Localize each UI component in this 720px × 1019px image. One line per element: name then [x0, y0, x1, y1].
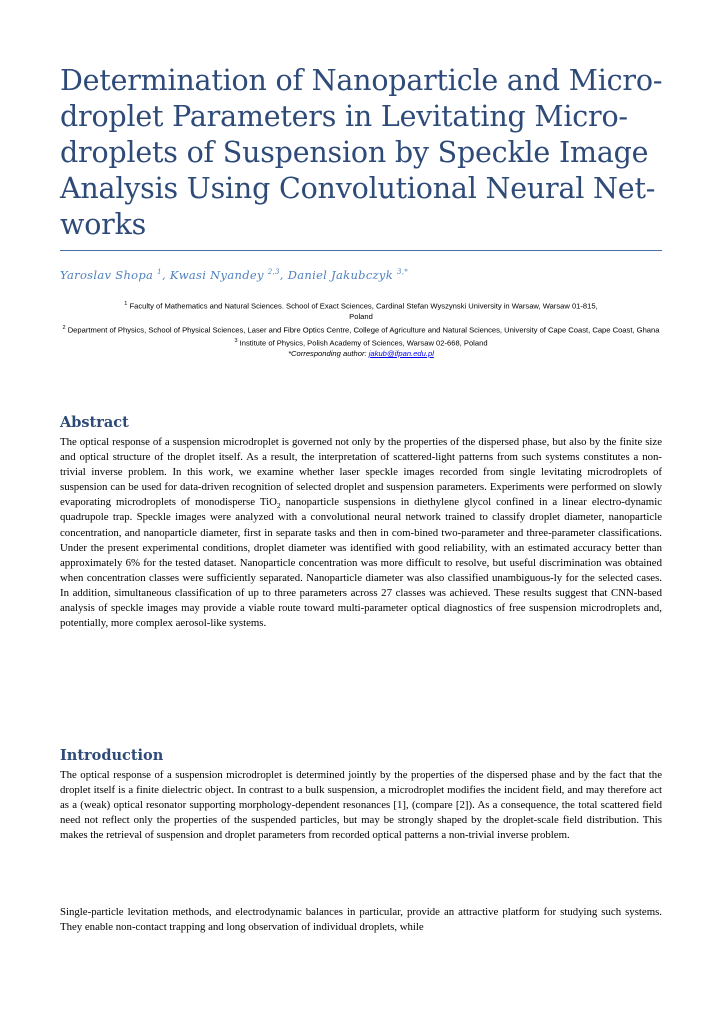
abstract-body: [60, 435, 662, 631]
title-divider: [60, 250, 662, 251]
affiliation-list: [60, 299, 662, 360]
author-name: Kwasi Nyandey: [169, 268, 264, 282]
corresponding-label: *Corresponding author:: [288, 348, 367, 358]
corresponding-email-link[interactable]: jakub@ifpan.edu.pl: [368, 348, 434, 358]
author-list: Yaroslav Shopa $^1$, Kwasi Nyandey $^{2,3}$, Daniel Jakubczyk $^{3,*}$: [60, 268, 409, 282]
abstract-text: The optical response of a suspension microdroplet is governed not only by the properties of the dispersed phase, but also by the finite size and optical structure of the droplet itself. As a result, the interpretation of scattered-light patterns from such systems constitutes a non-trivial inverse problem. In this work, we examine whether laser speckle images recorded from single levitating microdroplets of suspension can be used for data-driven recognition of selected droplet and suspension parameters. Experiments were performed on slowly evaporating microdroplets of monodisperse TiO: [60, 436, 662, 509]
paper-title: Determination of Nanoparticle and Micro-droplet Parameters in Levitating Micro-droplets of Suspension by Speckle Image Analysis Using Convolutional Neural Net-works: [60, 64, 663, 241]
introduction-heading: Introduction: [60, 747, 164, 764]
abstract-heading: Abstract: [60, 414, 129, 431]
affiliation-text: Institute of Physics, Polish Academy of Sciences, Warsaw 02-668, Poland: [239, 338, 488, 348]
affiliation-text: Faculty of Mathematics and Natural Sciences. School of Exact Sciences, Cardinal Stefan Wyszynski University in Warsaw, Warsaw 01-815, Poland: [129, 301, 598, 322]
abstract-subscript: 2: [276, 501, 281, 511]
affiliation-item: [60, 299, 662, 323]
corresponding-author: [60, 349, 662, 360]
introduction-paragraph: Single-particle levitation methods, and electrodynamic balances in particular, provide an attractive platform for studying such systems. They enable non-contact trapping and long observation of individual droplets, while: [60, 906, 662, 934]
author-name: Daniel Jakubczyk: [287, 268, 393, 282]
introduction-paragraph: The optical response of a suspension microdroplet is determined jointly by the properties of the dispersed phase and by the fact that the droplet itself is a finite dielectric object. In contrast to a bulk suspension, a microdroplet modifies the incident field, and may therefore act as a (weak) optical resonator supporting morphology-dependent resonances [1], (compare [2]). As a consequence, the total scattered field need not reflect only the properties of the suspended particles, but may be strongly shaped by the droplet-scale field distribution. This makes the retrieval of suspension and droplet parameters from recorded optical patterns a non-trivial inverse problem.: [60, 769, 662, 842]
affiliation-item: [60, 336, 662, 349]
author-affiliation-marker: 2,3: [267, 268, 280, 277]
author-name: Yaroslav Shopa: [60, 268, 154, 282]
author-affiliation-marker: 3,*: [396, 268, 409, 277]
affiliation-marker: 2: [62, 324, 66, 331]
affiliation-text: Department of Physics, School of Physical Sciences, Laser and Fibre Optics Centre, College of Agriculture and Natural Sciences, University of Cape Coast, Cape Coast, Ghana: [67, 325, 660, 335]
abstract-text: nanoparticle suspensions in diethylene glycol confined in a linear electro-dynamic quadrupole trap. Speckle images were analyzed with a convolutional neural network trained to classify droplet diameter, nanoparticle concentration, and nanoparticle diameter, first in separate tasks and then in com-bined two-parameter and three-parameter classifications. Under the present experimental conditions, droplet diameter was identified with good reliability, with an estimated accuracy better than approximately 6% for the tested dataset. Nanoparticle concentration was more difficult to resolve, but useful discrimination was obtained when concentration classes were sufficiently separated. Nanoparticle diameter was also classified unambiguous-ly for the selected cases. In addition, simultaneous classification of up to three parameters across 27 classes was achieved. These results suggest that CNN-based analysis of speckle images may provide a viable route toward multi-parameter optical diagnostics of free suspension microdroplets and, potentially, more complex aerosol-like systems.: [60, 496, 662, 630]
affiliation-marker: 3: [234, 337, 238, 344]
affiliation-marker: 1: [124, 301, 128, 307]
affiliation-item: [60, 323, 662, 336]
author-affiliation-marker: 1: [157, 268, 162, 277]
